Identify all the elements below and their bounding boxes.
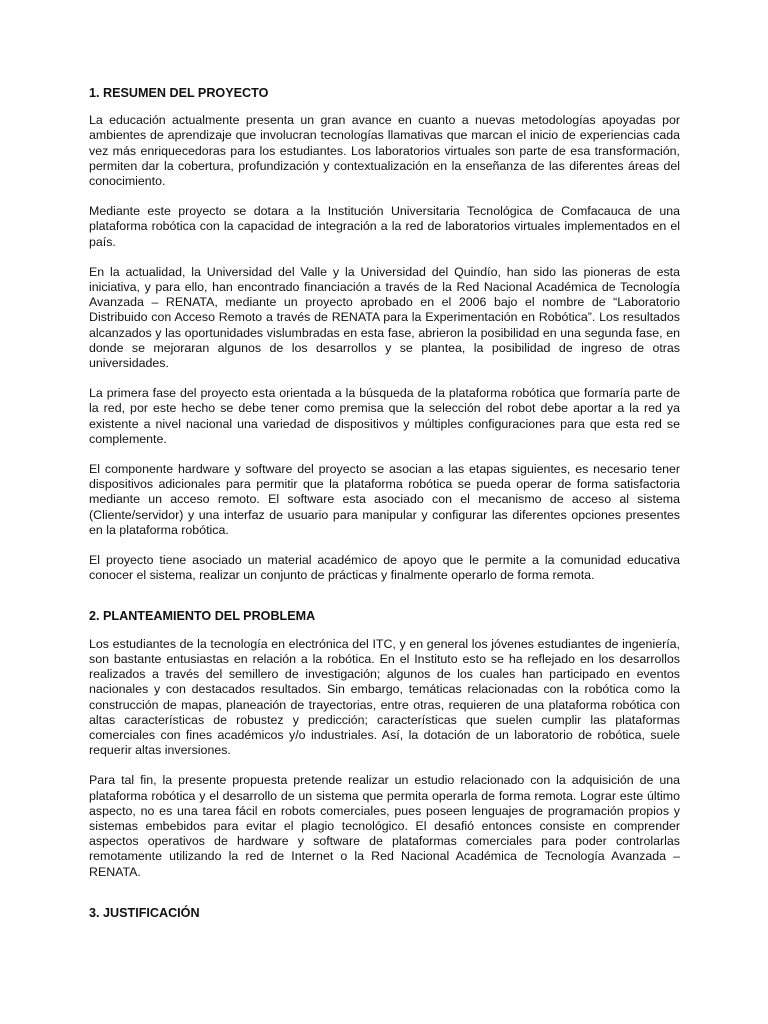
paragraph: La educación actualmente presenta un gran avance en cuanto a nuevas metodologías apoyadas por ambientes de aprendizaje que involucran tecnologías llamativas que marcan el inicio de experiencias cada vez más enriquecedoras para los estudiantes. Los laboratorios virtuales son parte de esa transformación, permiten dar la cobertura, profundización y contextualización en la enseñanza de las diferentes áreas del conocimiento.	[89, 113, 680, 189]
paragraph: El proyecto tiene asociado un material académico de apoyo que le permite a la comunidad educativa conocer el sistema, realizar un conjunto de prácticas y finalmente operarlo de forma remota.	[89, 553, 680, 583]
document-page	[89, 80, 680, 921]
paragraph: Mediante este proyecto se dotara a la Institución Universitaria Tecnológica de Comfacauca de una plataforma robótica con la capacidad de integración a la red de laboratorios virtuales implementados en el país.	[89, 204, 680, 249]
section-heading-resumen: 1. RESUMEN DEL PROYECTO	[89, 86, 269, 100]
section-heading-planteamiento: 2. PLANTEAMIENTO DEL PROBLEMA	[89, 609, 316, 624]
paragraph: Para tal fin, la presente propuesta pretende realizar un estudio relacionado con la adquisición de una plataforma robótica y el desarrollo de un sistema que permita operarla de forma remota. Lograr este último aspecto, no es una tarea fácil en robots comerciales, pues poseen lenguajes de programación propios y sistemas embebidos para evitar el plagio tecnológico. El desafió entonces consiste en comprender aspectos operativos de hardware y software de plataformas comerciales para poder controlarlas remotamente utilizando la red de Internet o la Red Nacional Académica de Tecnología Avanzada – RENATA.	[89, 773, 680, 879]
paragraph: El componente hardware y software del proyecto se asocian a las etapas siguientes, es necesario tener dispositivos adicionales para permitir que la plataforma robótica se pueda operar de forma satisfactoria mediante un acceso remoto. El software esta asociado con el mecanismo de acceso al sistema (Cliente/servidor) y una interfaz de usuario para manipular y configurar las diferentes opciones presentes en la plataforma robótica.	[89, 462, 680, 537]
section-heading-justificacion: 3. JUSTIFICACIÓN	[89, 905, 200, 920]
paragraph: La primera fase del proyecto esta orientada a la búsqueda de la plataforma robótica que formaría parte de la red, por este hecho se debe tener como premisa que la selección del robot debe aportar a la red ya existente a nivel nacional una variedad de dispositivos y múltiples configuraciones para que esta red se complemente.	[89, 386, 680, 446]
paragraph: En la actualidad, la Universidad del Valle y la Universidad del Quindío, han sido las pioneras de esta iniciativa, y para ello, han encontrado financiación a través de la Red Nacional Académica de Tecnología Avanzada – RENATA, mediante un proyecto aprobado en el 2006 bajo el nombre de “Laboratorio Distribuido con Acceso Remoto a través de RENATA para la Experimentación en Robótica”. Los resultados alcanzados y las oportunidades vislumbradas en esta fase, abrieron la posibilidad en una segunda fase, en donde se mejoraran algunos de los desarrollos y se plantea, la posibilidad de ingreso de otras universidades.	[89, 264, 680, 371]
paragraph: Los estudiantes de la tecnología en electrónica del ITC, y en general los jóvenes estudiantes de ingeniería, son bastante entusiastas en relación a la robótica. En el Instituto esto se ha reflejado en los desarrollos realizados a través del semillero de investigación; algunos de los cuales han participado en eventos nacionales y con destacados resultados. Sin embargo, temáticas relacionadas con la robótica como la construcción de mapas, planeación de trayectorias, entre otras, requieren de una plataforma robótica con altas características de robustez y predicción; características que suelen cumplir las plataformas comerciales con fines académicos y/o industriales. Así, la dotación de un laboratorio de robótica, suele requerir altas inversiones.	[89, 636, 680, 758]
